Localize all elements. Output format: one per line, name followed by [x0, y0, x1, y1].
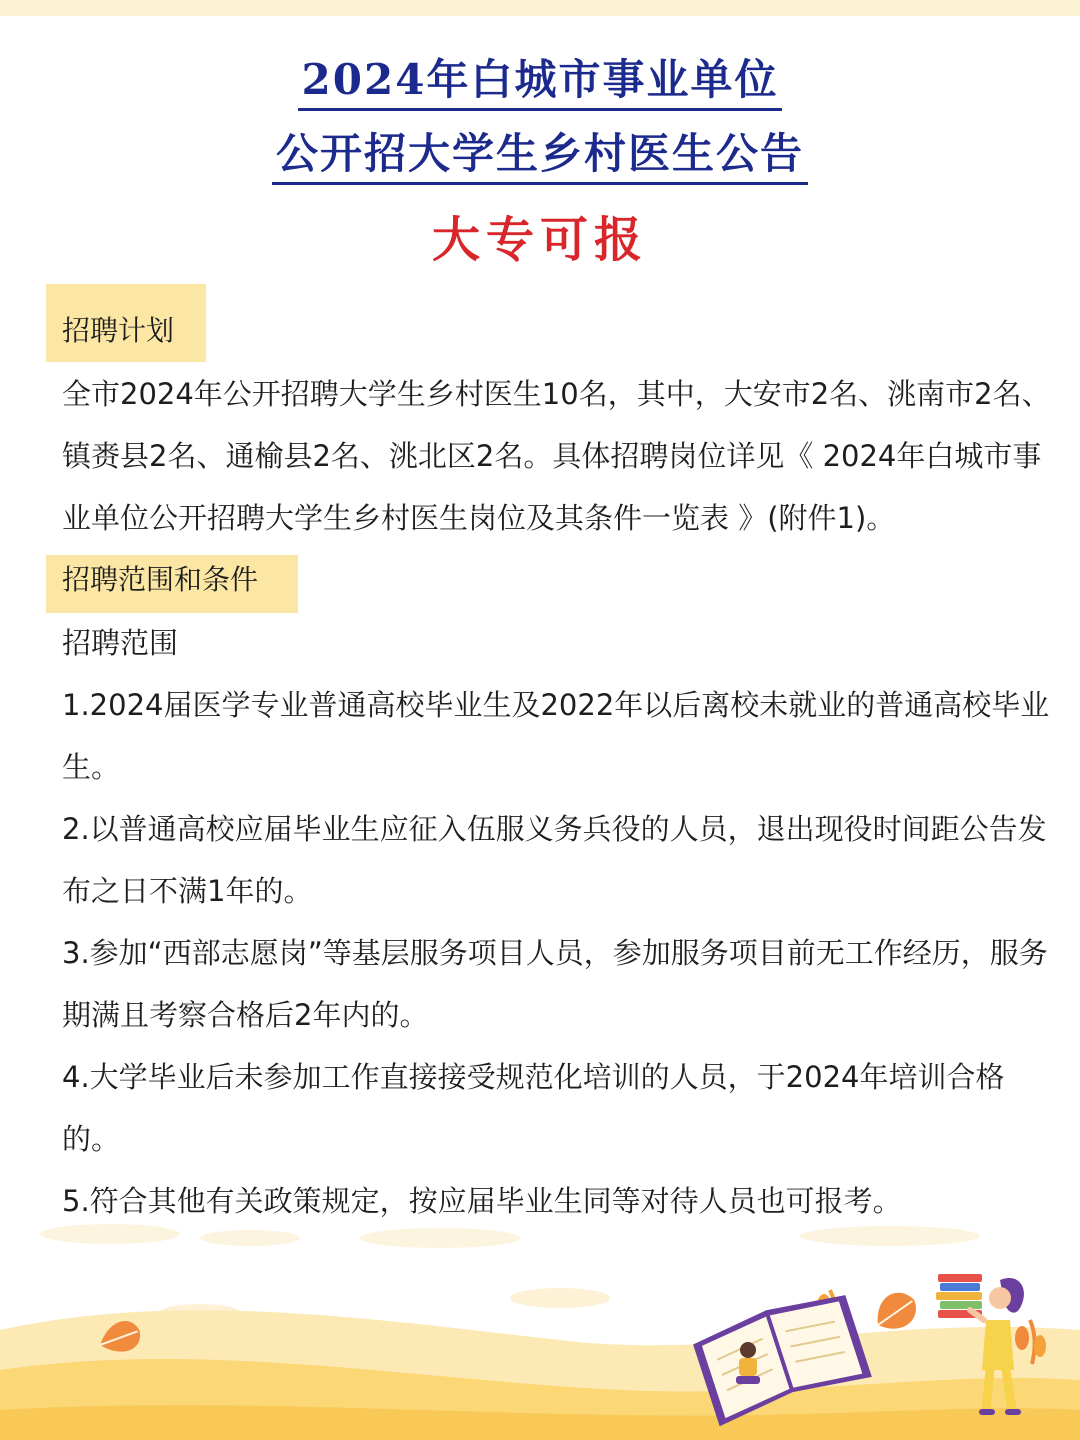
cloud-left: [40, 1224, 300, 1246]
title-line-2-text: 公开招大学生乡村医生公告: [272, 128, 808, 185]
section-heading-plan: 招聘计划: [46, 284, 206, 362]
scope-item-2: 2.以普通高校应届毕业生应征入伍服义务兵役的人员，退出现役时间距公告发布之日不满1年的。: [62, 812, 1047, 908]
subtitle: 大专可报: [431, 212, 648, 268]
scope-subheading: 招聘范围: [62, 626, 179, 660]
title-line-2: [0, 128, 1080, 185]
top-strip: [0, 0, 1080, 16]
bottom-illustration: [0, 1220, 1080, 1440]
section-heading-scope: 招聘范围和条件: [46, 555, 298, 613]
plan-paragraph: 全市2024年公开招聘大学生乡村医生10名，其中，大安市2名、洮南市2名、镇赉县2名、通榆县2名、洮北区2名。具体招聘岗位详见《 2024年白城市事业单位公开招聘大学生乡村医生岗位及其条件一览表 》(附件1)。: [62, 377, 1051, 535]
scope-item-5: 5.符合其他有关政策规定，按应届毕业生同等对待人员也可报考。: [62, 1184, 902, 1218]
cloud-right: [800, 1226, 980, 1246]
title-line-1: [0, 54, 1080, 111]
cloud-middle: [360, 1228, 520, 1248]
scope-item-1: 1.2024届医学专业普通高校毕业生及2022年以后离校未就业的普通高校毕业生。: [62, 688, 1050, 784]
scope-item-3: 3.参加“西部志愿岗”等基层服务项目人员，参加服务项目前无工作经历，服务期满且考察合格后2年内的。: [62, 936, 1048, 1032]
title-line-1-text: 2024年白城市事业单位: [298, 54, 783, 111]
scope-item-4: 4.大学毕业后未参加工作直接接受规范化培训的人员，于2024年培训合格的。: [62, 1060, 1005, 1156]
